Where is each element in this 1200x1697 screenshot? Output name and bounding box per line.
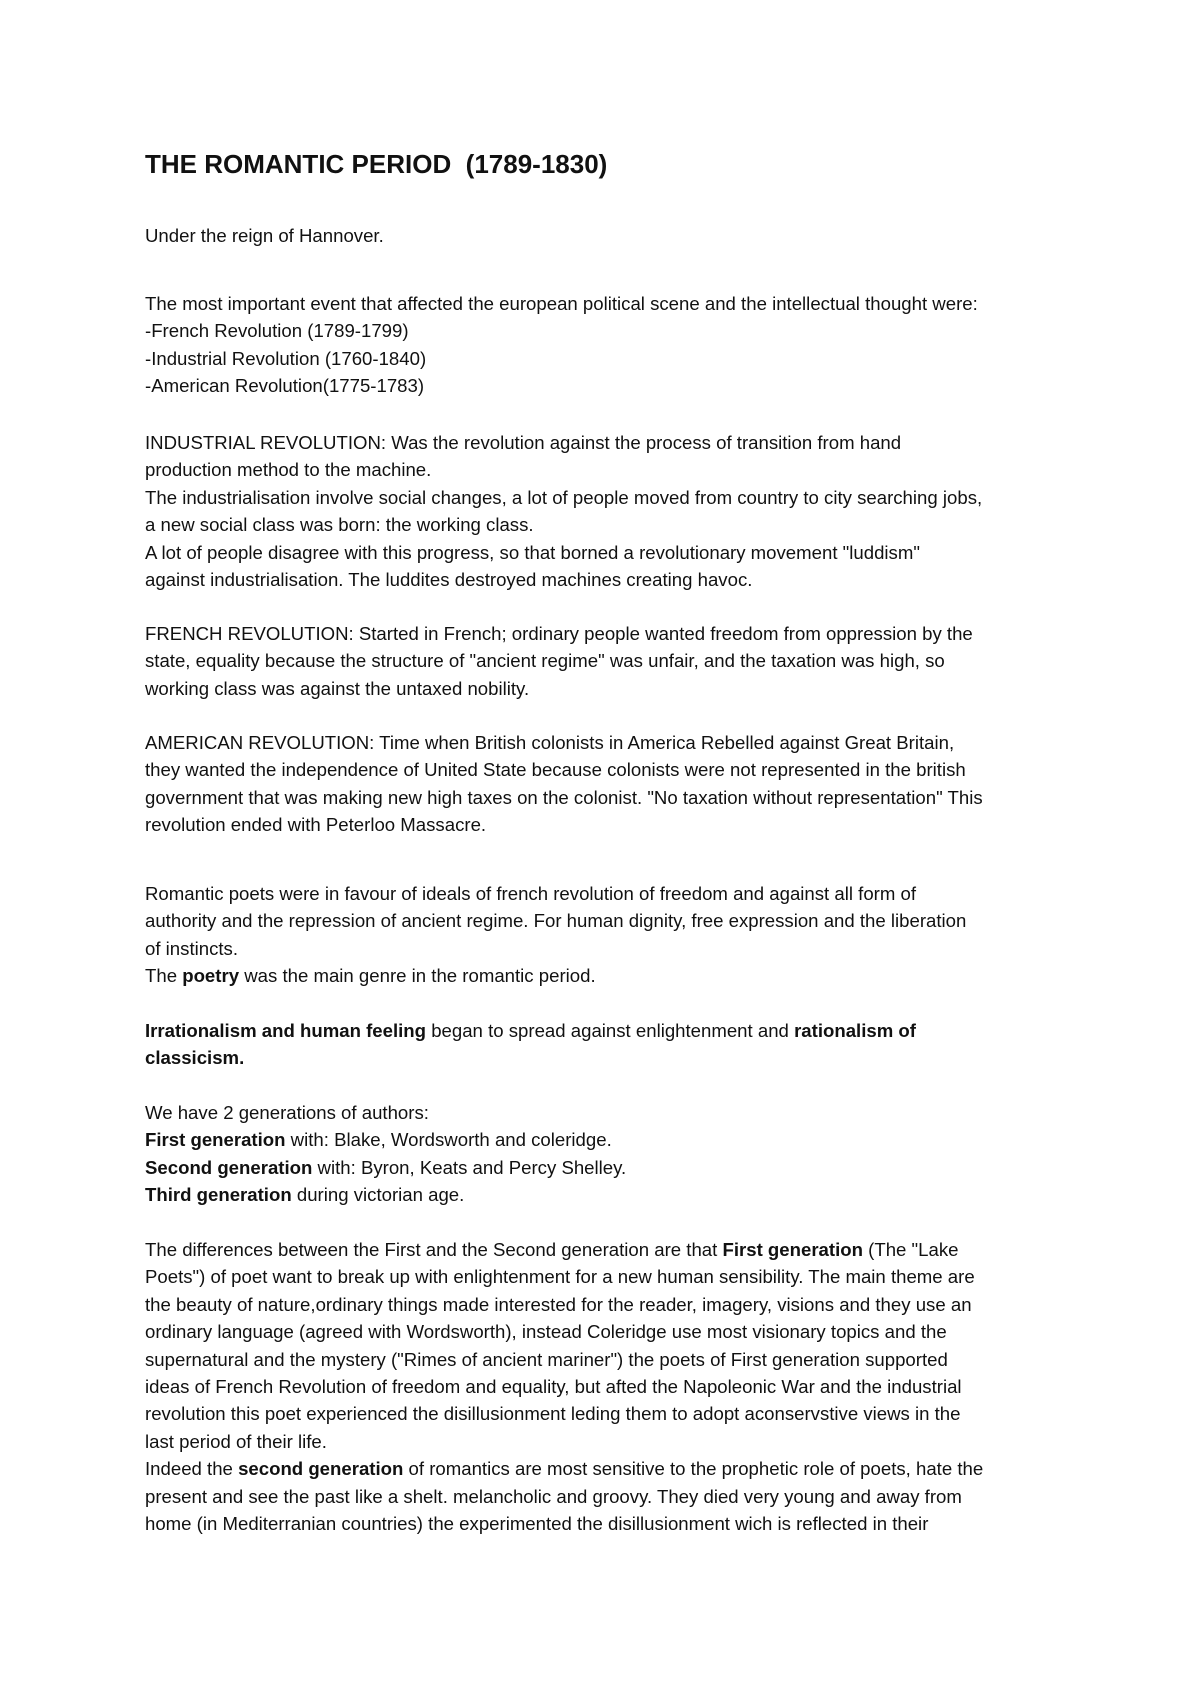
generation-item	[145, 1126, 1075, 1153]
bold-term: First generation	[722, 1239, 863, 1260]
paragraph-line: authority and the repression of ancient regime. For human dignity, free expression and the liberation	[145, 910, 967, 932]
text-run: The differences between the First and the Second generation are that	[145, 1239, 723, 1260]
paragraph-line: the beauty of nature,ordinary things made interested for the reader, imagery, visions and they use an	[145, 1293, 972, 1315]
paragraph-line	[145, 1044, 1075, 1071]
poetry-genre-line	[145, 962, 1075, 989]
paragraph-line: home (in Mediterranian countries) the experimented the disillusionment wich is reflected in their	[145, 1513, 929, 1535]
generation-item	[145, 1154, 1075, 1181]
generations-intro: We have 2 generations of authors:	[145, 1102, 429, 1123]
paragraph-line	[145, 1017, 1075, 1044]
paragraph-line: ideas of French Revolution of freedom and equality, but afted the Napoleonic War and the industrial	[145, 1376, 962, 1398]
text-run: of romantics are most sensitive to the prophetic role of poets, hate the	[403, 1458, 984, 1480]
paragraph-line: supernatural and the mystery ("Rimes of ancient mariner") the poets of First generation supported	[145, 1348, 948, 1370]
paragraph-line: present and see the past like a shelt. melancholic and groovy. They died very young and away from	[145, 1485, 962, 1507]
paragraph-line: Romantic poets were in favour of ideals of french revolution of freedom and against all form of	[145, 883, 917, 904]
differences-paragraph	[145, 1236, 1075, 1537]
document-title: THE ROMANTIC PERIOD (1789-1830)	[145, 149, 608, 179]
events-item: -American Revolution(1775-1783)	[145, 375, 425, 397]
text-run: began to spread against enlightenment and	[426, 1020, 795, 1041]
bold-term: Irrationalism and human feeling	[145, 1020, 427, 1041]
intro-paragraph	[145, 222, 1075, 249]
paragraph-line: ordinary language (agreed with Wordsworth), instead Coleridge use most visionary topics and the	[145, 1321, 947, 1343]
paragraph-line: of instincts.	[145, 937, 239, 959]
text-run: (The "Lake	[862, 1239, 959, 1260]
events-item: -French Revolution (1789-1799)	[145, 320, 409, 342]
intro-line: Under the reign of Hannover.	[145, 225, 384, 246]
french-revolution-paragraph	[145, 620, 1075, 702]
bold-term: classicism.	[145, 1047, 245, 1069]
text-run: with: Byron, Keats and Percy Shelley.	[312, 1156, 627, 1178]
paragraph-line: FRENCH REVOLUTION: Started in French; ordinary people wanted freedom from oppression by the	[145, 623, 973, 644]
paragraph-line: AMERICAN REVOLUTION: Time when British colonists in America Rebelled against Great Britain,	[145, 732, 955, 753]
romantic-poets-paragraph	[145, 880, 1075, 990]
bold-term: Third generation	[145, 1184, 292, 1206]
paragraph-line: INDUSTRIAL REVOLUTION: Was the revolution against the process of transition from hand	[145, 432, 902, 453]
paragraph-line: government that was making new high taxes on the colonist. "No taxation without representation" This	[145, 786, 983, 808]
paragraph-line: The industrialisation involve social changes, a lot of people moved from country to city searching jobs,	[145, 486, 983, 508]
paragraph-line: Poets") of poet want to break up with enlightenment for a new human sensibility. The main theme are	[145, 1266, 975, 1288]
paragraph-line: production method to the machine.	[145, 459, 432, 481]
paragraph-line: against industrialisation. The luddites destroyed machines creating havoc.	[145, 569, 753, 591]
text-run: The	[145, 965, 183, 987]
american-revolution-paragraph	[145, 729, 1075, 839]
bold-term: First generation	[145, 1129, 286, 1151]
bold-term: poetry	[182, 965, 240, 987]
bold-term: second generation	[238, 1458, 404, 1480]
events-heading: The most important event that affected the european political scene and the intellectual thought were:	[145, 293, 978, 314]
text-run: Indeed the	[145, 1458, 239, 1480]
generations-paragraph	[145, 1099, 1075, 1209]
bold-term: rationalism of	[794, 1020, 916, 1041]
text-run: was the main genre in the romantic period.	[239, 965, 596, 987]
paragraph-line: a new social class was born: the working class.	[145, 514, 534, 536]
generation-item	[145, 1181, 1075, 1208]
paragraph-line: state, equality because the structure of "ancient regime" was unfair, and the taxation was high, so	[145, 650, 945, 672]
paragraph-line: revolution ended with Peterloo Massacre.	[145, 814, 487, 836]
events-item: -Industrial Revolution (1760-1840)	[145, 347, 427, 369]
bold-term: Second generation	[145, 1156, 313, 1178]
events-paragraph	[145, 290, 1075, 400]
paragraph-line: revolution this poet experienced the disillusionment leding them to adopt aconservstive views in the	[145, 1403, 961, 1425]
paragraph-line: working class was against the untaxed nobility.	[145, 677, 530, 699]
paragraph-line: last period of their life.	[145, 1430, 327, 1452]
industrial-revolution-paragraph	[145, 429, 1075, 593]
paragraph-line	[145, 1455, 1075, 1482]
paragraph-line: A lot of people disagree with this progress, so that borned a revolutionary movement "luddism"	[145, 541, 920, 563]
text-run: with: Blake, Wordsworth and coleridge.	[285, 1129, 612, 1151]
paragraph-line: they wanted the independence of United State because colonists were not represented in the british	[145, 759, 966, 781]
paragraph-line	[145, 1236, 1075, 1263]
irrationalism-paragraph	[145, 1017, 1075, 1072]
text-run: during victorian age.	[291, 1184, 465, 1206]
